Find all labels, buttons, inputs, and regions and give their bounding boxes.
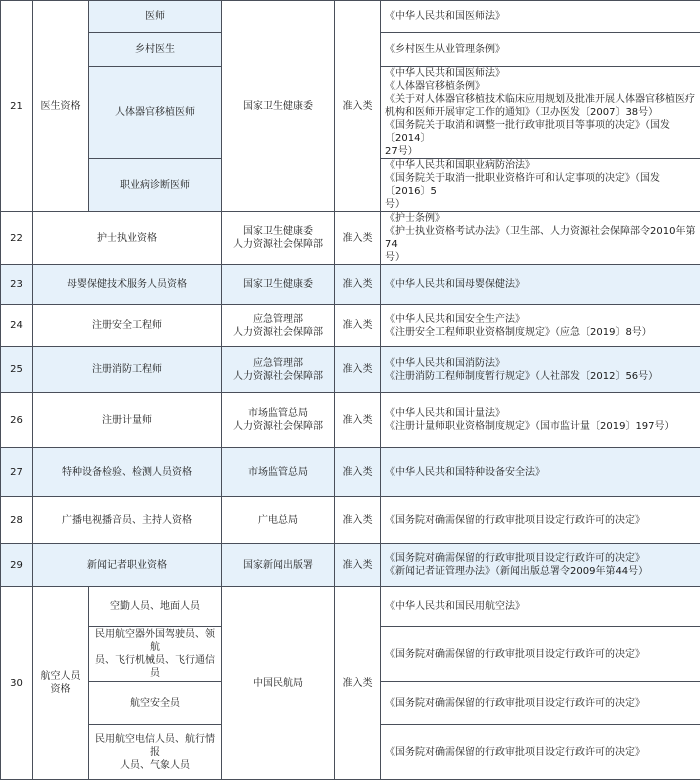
basis-line: 《国务院对确需保留的行政审批项目设定行政许可的决定》 (385, 552, 696, 565)
department-line: 国家卫生健康委 (226, 225, 330, 238)
qualification-type: 准入类 (335, 448, 381, 497)
category-name (33, 587, 89, 780)
department-line: 应急管理部 (226, 357, 330, 370)
table-row (1, 393, 700, 448)
department-line: 人力资源社会保障部 (226, 420, 330, 433)
sub-qualification-name (89, 682, 222, 725)
basis-line: 《国务院对确需保留的行政审批项目设定行政许可的决定》 (385, 648, 696, 661)
legal-basis (381, 497, 700, 544)
qualification-name: 母婴保健技术服务人员资格 (33, 265, 222, 305)
qualification-type: 准入类 (335, 497, 381, 544)
sub-qualification-name: 人体器官移植医师 (89, 67, 222, 159)
basis-line: 《国务院关于取消一批职业资格许可和认定事项的决定》（国发〔2016〕5 (385, 172, 696, 198)
row-number: 22 (1, 212, 33, 265)
department (222, 497, 335, 544)
basis-line: 《国务院对确需保留的行政审批项目设定行政许可的决定》 (385, 697, 696, 710)
category-name: 医生资格 (33, 1, 89, 212)
legal-basis (381, 1, 700, 33)
sub-name-line: 航空安全员 (93, 697, 217, 710)
row-number: 29 (1, 544, 33, 587)
department (222, 544, 335, 587)
table-row (1, 1, 700, 33)
qualification-name: 注册计量师 (33, 393, 222, 448)
category-line: 资格 (37, 683, 84, 696)
department (222, 393, 335, 448)
basis-line: 《乡村医生从业管理条例》 (385, 43, 696, 56)
qualification-name: 注册消防工程师 (33, 347, 222, 393)
basis-line: 《中华人民共和国医师法》 (385, 67, 696, 80)
qualification-type: 准入类 (335, 265, 381, 305)
basis-line: 《国务院对确需保留的行政审批项目设定行政许可的决定》 (385, 746, 696, 759)
department (222, 305, 335, 347)
row-number: 26 (1, 393, 33, 448)
legal-basis (381, 682, 700, 725)
basis-line: 号） (385, 198, 696, 211)
department-line: 人力资源社会保障部 (226, 238, 330, 251)
row-number: 23 (1, 265, 33, 305)
basis-line: 《中华人民共和国民用航空法》 (385, 600, 696, 613)
table-row (1, 497, 700, 544)
qualification-type: 准入类 (335, 212, 381, 265)
legal-basis (381, 212, 700, 265)
legal-basis (381, 67, 700, 159)
legal-basis (381, 347, 700, 393)
table-row (1, 347, 700, 393)
basis-line: 《中华人民共和国计量法》 (385, 407, 696, 420)
qualification-type: 准入类 (335, 347, 381, 393)
qualification-type: 准入类 (335, 393, 381, 448)
table-row (1, 265, 700, 305)
department-line: 市场监管总局 (226, 407, 330, 420)
legal-basis (381, 587, 700, 627)
basis-line: 《国务院对确需保留的行政审批项目设定行政许可的决定》 (385, 514, 696, 527)
sub-qualification-name: 乡村医生 (89, 33, 222, 67)
sub-qualification-name (89, 627, 222, 682)
qualification-name: 广播电视播音员、主持人资格 (33, 497, 222, 544)
table-row (1, 212, 700, 265)
basis-line: 号） (385, 251, 696, 264)
basis-line: 机构和医师开展审定工作的通知》（卫办医发〔2007〕38号） (385, 106, 696, 119)
qualification-type: 准入类 (335, 1, 381, 212)
sub-name-line: 民用航空器外国驾驶员、领航 (93, 628, 217, 654)
qualification-type: 准入类 (335, 544, 381, 587)
qualification-name: 新闻记者职业资格 (33, 544, 222, 587)
legal-basis (381, 544, 700, 587)
row-number: 28 (1, 497, 33, 544)
legal-basis (381, 305, 700, 347)
qualification-type: 准入类 (335, 305, 381, 347)
sub-qualification-name: 职业病诊断医师 (89, 159, 222, 212)
row-number: 25 (1, 347, 33, 393)
basis-line: 《中华人民共和国安全生产法》 (385, 313, 696, 326)
department-line: 人力资源社会保障部 (226, 326, 330, 339)
basis-line: 《注册消防工程师制度暂行规定》（人社部发〔2012〕56号） (385, 370, 696, 383)
category-line: 航空人员 (37, 670, 84, 683)
row-number: 27 (1, 448, 33, 497)
row-number: 30 (1, 587, 33, 780)
department-line: 人力资源社会保障部 (226, 370, 330, 383)
legal-basis (381, 265, 700, 305)
department-line: 市场监管总局 (226, 466, 330, 479)
basis-line: 《中华人民共和国医师法》 (385, 10, 696, 23)
basis-line: 27号） (385, 145, 696, 158)
basis-line: 《护士执业资格考试办法》（卫生部、人力资源社会保障部令2010年第74 (385, 225, 696, 251)
department: 国家卫生健康委 (222, 1, 335, 212)
department-line: 应急管理部 (226, 313, 330, 326)
legal-basis (381, 725, 700, 780)
basis-line: 《注册安全工程师职业资格制度规定》（应急〔2019〕8号） (385, 326, 696, 339)
department (222, 212, 335, 265)
department (222, 448, 335, 497)
basis-line: 《中华人民共和国职业病防治法》 (385, 159, 696, 172)
row-number: 21 (1, 1, 33, 212)
table-row (1, 544, 700, 587)
sub-name-line: 人员、气象人员 (93, 759, 217, 772)
department-line: 广电总局 (226, 514, 330, 527)
qualification-name: 护士执业资格 (33, 212, 222, 265)
qualification-name: 特种设备检验、检测人员资格 (33, 448, 222, 497)
basis-line: 《国务院关于取消和调整一批行政审批项目等事项的决定》（国发〔2014〕 (385, 119, 696, 145)
basis-line: 《中华人民共和国母婴保健法》 (385, 278, 696, 291)
basis-line: 《注册计量师职业资格制度规定》（国市监计量〔2019〕197号） (385, 420, 696, 433)
sub-name-line: 空勤人员、地面人员 (93, 600, 217, 613)
basis-line: 《中华人民共和国消防法》 (385, 357, 696, 370)
basis-line: 《护士条例》 (385, 212, 696, 225)
basis-line: 《人体器官移植条例》 (385, 80, 696, 93)
legal-basis (381, 627, 700, 682)
table-row (1, 448, 700, 497)
table-row (1, 305, 700, 347)
basis-line: 《中华人民共和国特种设备安全法》 (385, 466, 696, 479)
sub-qualification-name (89, 587, 222, 627)
department: 中国民航局 (222, 587, 335, 780)
sub-qualification-name: 医师 (89, 1, 222, 33)
qualification-type: 准入类 (335, 587, 381, 780)
department (222, 265, 335, 305)
legal-basis (381, 159, 700, 212)
basis-line: 《关于对人体器官移植技术临床应用规划及批准开展人体器官移植医疗 (385, 93, 696, 106)
department-line: 国家新闻出版署 (226, 559, 330, 572)
legal-basis (381, 448, 700, 497)
sub-name-line: 员、飞行机械员、飞行通信员 (93, 654, 217, 680)
sub-name-line: 民用航空电信人员、航行情报 (93, 733, 217, 759)
legal-basis (381, 33, 700, 67)
row-number: 24 (1, 305, 33, 347)
qualification-name: 注册安全工程师 (33, 305, 222, 347)
legal-basis (381, 393, 700, 448)
department (222, 347, 335, 393)
sub-qualification-name (89, 725, 222, 780)
department-line: 国家卫生健康委 (226, 278, 330, 291)
table-row (1, 587, 700, 627)
basis-line: 《新闻记者证管理办法》（新闻出版总署令2009年第44号） (385, 565, 696, 578)
